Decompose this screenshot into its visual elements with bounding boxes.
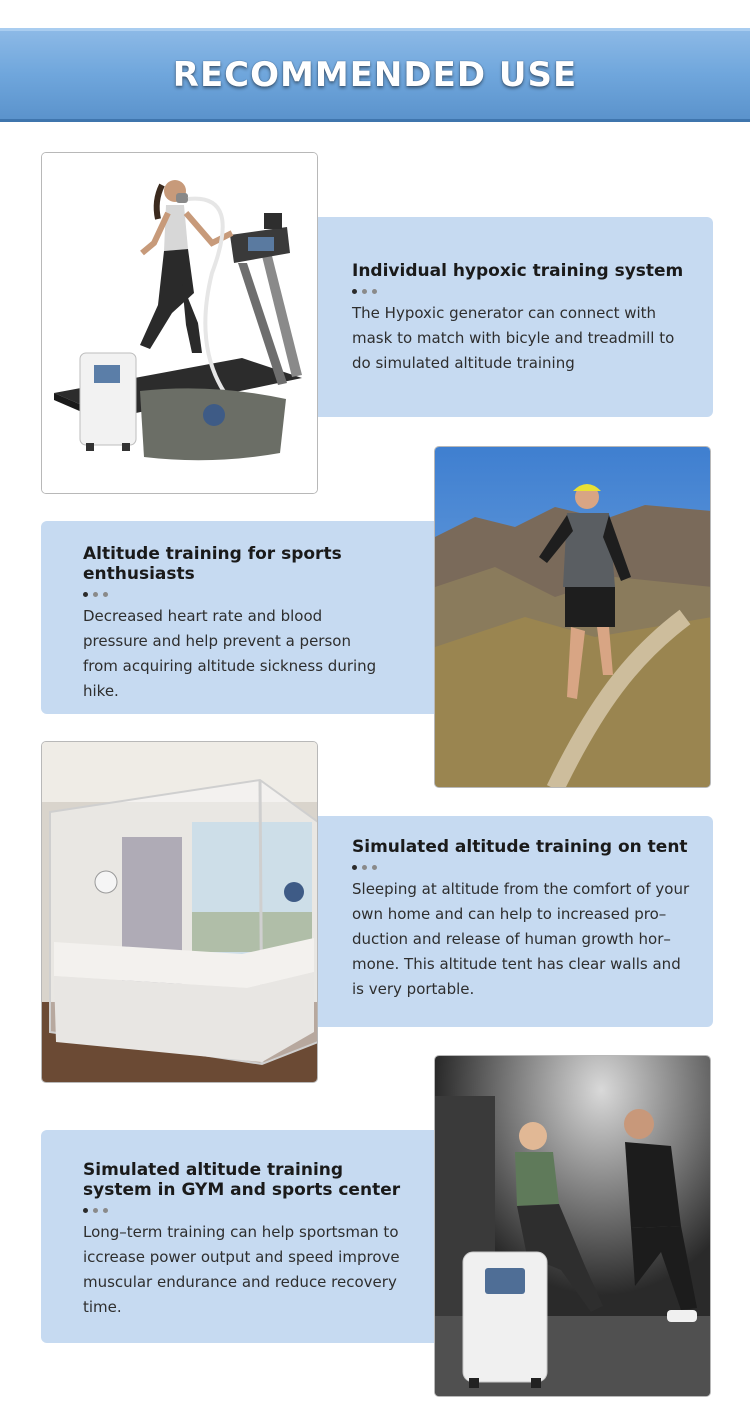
section-2-panel bbox=[41, 521, 441, 714]
section-1-title: Individual hypoxic training system bbox=[352, 261, 684, 281]
page-title: RECOMMENDED USE bbox=[172, 55, 578, 95]
section-3-title: Simulated altitude training on tent bbox=[352, 837, 688, 857]
section-3-panel bbox=[300, 816, 713, 1027]
altitude-tent-photo bbox=[41, 741, 318, 1083]
section-2-body: Decreased heart rate and blood pressure and help prevent a person from acquiring altitude sickness during hike. bbox=[83, 607, 377, 700]
section-4-title: Simulated altitude training system in GYM and sports center bbox=[83, 1160, 401, 1200]
dots-indicator bbox=[352, 865, 692, 871]
dots-indicator bbox=[352, 289, 692, 295]
section-2-title: Altitude training for sports enthusiasts bbox=[83, 544, 342, 584]
section-1-panel bbox=[300, 217, 713, 417]
section-1-body: The Hypoxic generator can connect with mask to match with bicyle and treadmill to do simulated altitude training bbox=[352, 304, 675, 372]
section-4-body: Long–term training can help sportsman to iccrease power output and speed improve muscular endurance and reduce recovery time. bbox=[83, 1223, 400, 1316]
gym-training-photo bbox=[434, 1055, 711, 1397]
dots-indicator bbox=[83, 1208, 413, 1214]
section-3-body: Sleeping at altitude from the comfort of your own home and can help to increased pro– duction and release of human growth hor– mone. This altitude tent has clear walls and is very portable. bbox=[352, 880, 690, 998]
section-4-panel bbox=[41, 1130, 441, 1343]
treadmill-runner-photo bbox=[41, 152, 318, 494]
header-banner bbox=[0, 28, 750, 122]
mountain-hiker-photo bbox=[434, 446, 711, 788]
dots-indicator bbox=[83, 592, 383, 598]
